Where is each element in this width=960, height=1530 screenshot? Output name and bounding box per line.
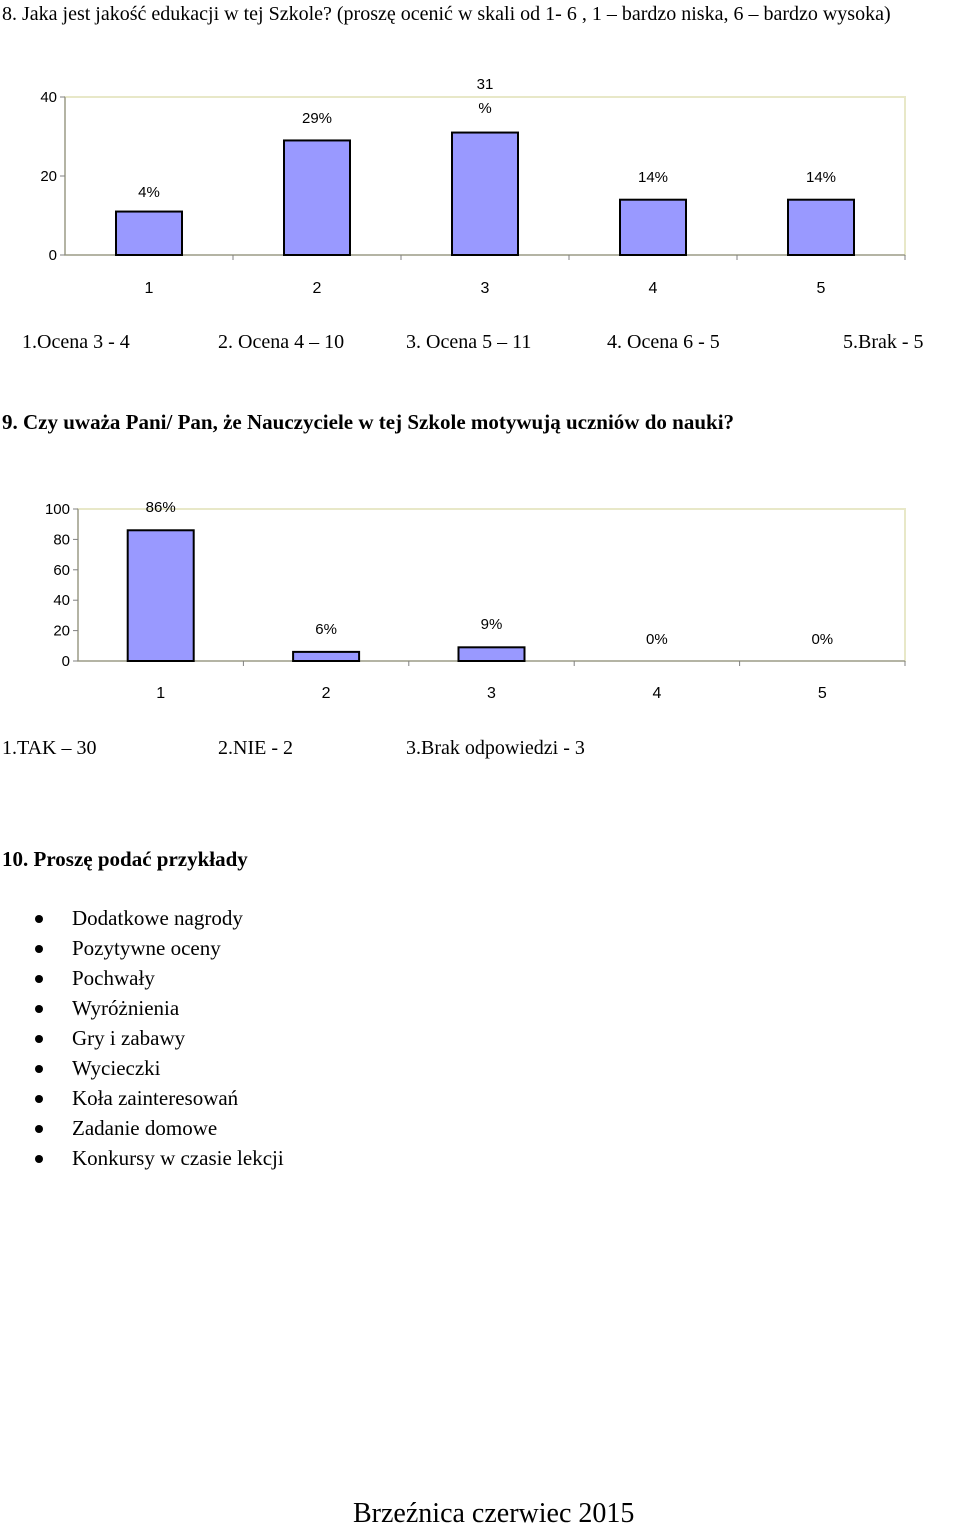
q8-legend-5: 5.Brak - 5	[843, 331, 924, 353]
bullet-icon	[35, 1005, 43, 1013]
list-item-text: Pochwały	[72, 966, 155, 990]
y-tick-label: 60	[53, 561, 70, 579]
y-tick-label: 20	[40, 168, 57, 185]
list-item	[30, 1023, 284, 1053]
bar	[452, 133, 518, 255]
q8-legend-3: 3. Ocena 5 – 11	[406, 331, 532, 353]
data-label: 9%	[480, 616, 503, 633]
bar	[459, 647, 525, 661]
data-label: 14%	[805, 169, 837, 186]
list-item-text: Pozytywne oceny	[72, 936, 221, 960]
data-label: 86%	[145, 499, 176, 516]
bullet-icon	[35, 1035, 43, 1043]
list-item	[30, 1083, 284, 1113]
list-item	[30, 903, 284, 933]
bar	[284, 140, 350, 255]
y-tick-label: 0	[48, 247, 57, 264]
data-label: 0%	[646, 631, 668, 648]
q8-legend-2: 2. Ocena 4 – 10	[218, 331, 345, 353]
bullet-icon	[35, 945, 43, 953]
bullet-icon	[35, 1125, 43, 1133]
bar	[788, 200, 854, 255]
examples-list	[30, 903, 284, 1173]
q8-legend-4: 4. Ocena 6 - 5	[607, 331, 720, 353]
question-9-title: 9. Czy uważa Pani/ Pan, że Nauczyciele w tej Szkole motywują uczniów do nauki?	[2, 410, 735, 434]
bar	[293, 652, 359, 661]
bullet-icon	[35, 1095, 43, 1103]
data-label: 29%	[301, 110, 333, 127]
list-item-text: Dodatkowe nagrody	[72, 906, 243, 930]
list-item-text: Koła zainteresowań	[72, 1086, 239, 1110]
question-8-title: 8. Jaka jest jakość edukacji w tej Szkole? (proszę ocenić w skali od 1- 6 , 1 – bardzo niska, 6 – bardzo wysoka)	[2, 3, 891, 25]
list-item	[30, 1143, 284, 1173]
x-tick-label: 1	[144, 280, 154, 297]
plot-area	[78, 509, 905, 661]
y-tick-label: 100	[44, 501, 70, 518]
x-tick-label: 1	[156, 685, 166, 702]
x-tick-label: 5	[816, 280, 826, 297]
x-tick-label: 2	[312, 280, 322, 297]
list-item	[30, 993, 284, 1023]
data-label: 14%	[637, 169, 669, 186]
y-tick-label: 40	[53, 592, 70, 610]
y-tick-label: 80	[53, 531, 70, 549]
bar	[620, 200, 686, 255]
x-tick-label: 3	[480, 280, 490, 297]
data-label: 0%	[811, 631, 834, 648]
list-item	[30, 1113, 284, 1143]
list-item	[30, 933, 284, 963]
list-item	[30, 1053, 284, 1083]
x-tick-label: 2	[321, 685, 331, 702]
data-label: 6%	[315, 621, 337, 638]
data-label: 31 %	[476, 76, 494, 117]
q9-legend-1: 1.TAK – 30	[2, 737, 97, 759]
q9-legend-3: 3.Brak odpowiedzi - 3	[406, 737, 585, 759]
bullet-icon	[35, 1065, 43, 1073]
bar	[116, 212, 182, 255]
data-label: 4%	[138, 184, 160, 201]
list-item-text: Zadanie domowe	[72, 1116, 218, 1140]
list-item-text: Gry i zabawy	[72, 1026, 186, 1050]
list-item-text: Wyróżnienia	[72, 996, 180, 1020]
y-tick-label: 40	[40, 89, 57, 106]
y-tick-label: 20	[53, 622, 70, 640]
x-tick-label: 3	[487, 685, 496, 702]
bullet-icon	[35, 975, 43, 983]
x-tick-label: 5	[817, 685, 827, 702]
chart-q9	[0, 490, 960, 720]
list-item-text: Konkursy w czasie lekcji	[72, 1146, 284, 1170]
footer: Brzeźnica czerwiec 2015	[353, 1498, 635, 1529]
bullet-icon	[35, 1155, 43, 1163]
q9-legend-2: 2.NIE - 2	[218, 737, 293, 759]
list-item-text: Wycieczki	[72, 1056, 161, 1080]
bar	[128, 530, 194, 661]
q8-legend-1: 1.Ocena 3 - 4	[22, 331, 130, 353]
x-tick-label: 4	[652, 685, 662, 702]
list-item	[30, 963, 284, 993]
chart-q8	[0, 70, 960, 310]
y-tick-label: 0	[61, 653, 70, 670]
x-tick-label: 4	[648, 280, 658, 297]
question-10-title: 10. Proszę podać przykłady	[2, 847, 248, 871]
bullet-icon	[35, 915, 43, 923]
